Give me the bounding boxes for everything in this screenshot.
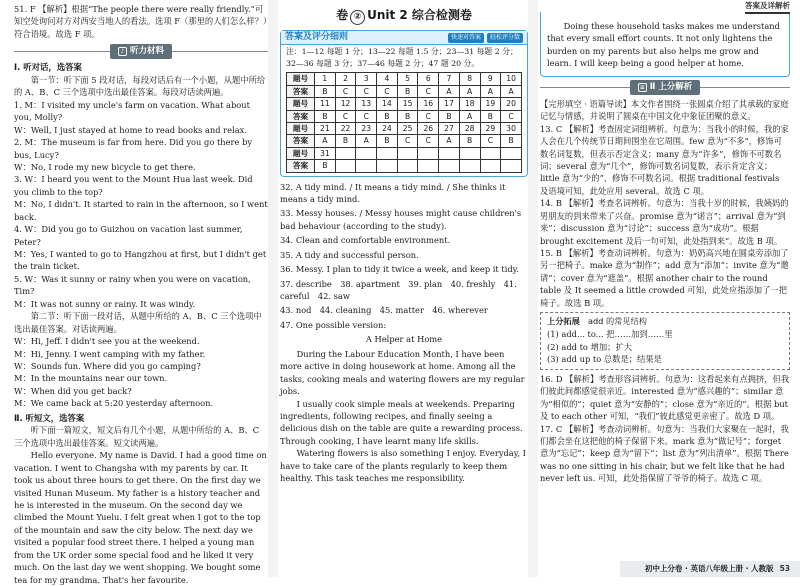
- dialogue-line: W：Hi, Jeff. I didn't see you at the weekend.: [14, 336, 200, 347]
- analysis-items-2: [540, 373, 790, 485]
- analysis-item: 17. C 【解析】考查动词辨析。句意为：当我们大家聚在一起时，我们都会坐在这把他的椅子保留下来。mark 意为“做记号”；forget 意为“忘记”；keep 意为“留下”；list 意为“列出清单”。根据 There was no one sitting in his chair, but we felt like that he had never left us. 可知，此处指保留了爷爷的椅子。故选 C 项。: [540, 423, 789, 484]
- answer-cell: B: [480, 110, 501, 122]
- question-number-cell: 10: [501, 73, 522, 85]
- question-number-cell: 16: [418, 98, 439, 110]
- question-number-row: [287, 147, 522, 159]
- extension-line: (2) add to 增加；扩大: [547, 341, 633, 352]
- answer-cell: [439, 160, 460, 172]
- answer-line: 32. A tidy mind. / It means a tidy mind. / She thinks it means a tidy mind.: [280, 181, 506, 204]
- question-number-cell: 30: [501, 122, 522, 134]
- question-number-cell: 26: [418, 122, 439, 134]
- analysis-item: 14. B 【解析】考查名词辨析。句意为：当我十岁的时候，我姨妈的男朋友的到来带来了兴奋。promise 意为“诺言”；arrival 意为“到来”；discussion 意为“讨论”；success 意为“成功”。根据 brought excitement 及后一句可知，此处指到来”。故选 B 项。: [540, 198, 789, 246]
- answer-cell: C: [480, 135, 501, 147]
- question-number-cell: [439, 147, 460, 159]
- answer-cell: A: [459, 110, 480, 122]
- row-label: 答案: [287, 110, 315, 122]
- answer-cell: [501, 160, 522, 172]
- answer-cell: A: [439, 135, 460, 147]
- analysis-items: [540, 123, 790, 310]
- passage-guide: 【完形填空 · 语篇导读】本文作者围绕一张圆桌介绍了其承载的家庭记忆与情感，并说明了圆桌在中国文化中象征团聚的意义。: [540, 98, 789, 122]
- question-number-cell: 14: [377, 98, 398, 110]
- answer-box: [280, 30, 528, 177]
- analysis-tag: ≡ Ⅱ 上分解析: [630, 80, 701, 95]
- answer-cell: C: [418, 110, 439, 122]
- answer-cell: B: [377, 110, 398, 122]
- answer-lines: [280, 181, 528, 332]
- dialogue-line: W：No, I rode my new bicycle to get there.: [14, 161, 196, 172]
- answer-cell: C: [356, 85, 377, 97]
- question-number-cell: 22: [335, 122, 356, 134]
- answer-line: 33. Messy houses. / Messy houses might cause children's bad behaviour (according to the study).: [280, 208, 522, 231]
- question-number-cell: 4: [377, 73, 398, 85]
- listening-banner: [14, 44, 268, 58]
- dialogue-line: W：Well, I just stayed at home to read books and relax.: [14, 124, 247, 135]
- question-number-cell: 29: [480, 122, 501, 134]
- row-label: 答案: [287, 135, 315, 147]
- dialogue-line: M：In the mountains near our town.: [14, 373, 168, 384]
- answer-cell: C: [418, 85, 439, 97]
- part1-intro-a: 第一节：听下面 5 段对话，每段对话后有一个小题，从题中所给的 A、B、C 三个选项中选出最佳答案。每段对话读两遍。: [14, 74, 266, 98]
- answer-table: [286, 72, 522, 172]
- row-label: 题号: [287, 98, 315, 110]
- answer-row: [287, 135, 522, 147]
- answer-cell: C: [377, 85, 398, 97]
- answer-cell: B: [315, 110, 336, 122]
- answer-cell: B: [439, 110, 460, 122]
- analysis-item: 13. C 【解析】考查固定词组辨析。句意为：当我小的时候，我的家人会在几个传统节日期间围坐在它周围。few 意为“不多”，修饰可数名词复数，但表示否定含义；many 意为“许多”，修饰不可数名词；several 意为“几个”，修饰可数名词复数，表示肯定含义；little 意为“少的”，修饰不可数名词。根据 traditional festivals 及语境可知，此处应用 several。故选 C 项。: [540, 123, 789, 196]
- question-number-cell: [418, 147, 439, 159]
- question-number-cell: [397, 147, 418, 159]
- answer-cell: [377, 160, 398, 172]
- answer-row: [287, 85, 522, 97]
- headphone-icon: ♪: [118, 47, 127, 56]
- answer-cell: C: [501, 110, 522, 122]
- middle-column: [272, 0, 532, 577]
- question-number-cell: [335, 147, 356, 159]
- page-number: 53: [779, 564, 790, 574]
- question-number-cell: 9: [480, 73, 501, 85]
- dialogue-line: W：Sounds fun. Where did you go camping?: [14, 360, 201, 371]
- question-number-row: [287, 122, 522, 134]
- question-number-cell: [480, 147, 501, 159]
- answer-51: 51. F 【解析】根据“The people there were really friendly.”可知空处询问对方对西安当地人的看法。选项 F（那里的人们怎么样？）符合语境。故选 F 项。: [14, 4, 268, 39]
- extension-heading: 上分拓展 add 的常见结构: [547, 316, 647, 327]
- analysis-item: 16. D 【解析】考查形容词辨析。句意为：这看起来有点拥挤，但我们彼此间都感觉很亲近。interested 意为“感兴趣的”；similar 意为“相似的”；quiet 意为“安静的”；close 意为“亲近的”。根据 but 及 to each other 可知，“我们”彼此感觉更亲密了。故选 D 项。: [540, 373, 790, 422]
- dialogue-line: 4. W：Did you go to Guizhou on vacation last summer, Peter?: [14, 224, 243, 247]
- question-number-row: [287, 98, 522, 110]
- answer-cell: [356, 160, 377, 172]
- question-number-cell: 3: [356, 73, 377, 85]
- unit-badge: ②: [350, 10, 365, 25]
- question-number-cell: 28: [459, 122, 480, 134]
- question-number-cell: [356, 147, 377, 159]
- answer-line: 34. Clean and comfortable environment.: [280, 235, 451, 246]
- question-number-cell: 25: [397, 122, 418, 134]
- dialogue-line: M：We came back at 5:20 yesterday afternoon.: [14, 398, 214, 409]
- question-number-cell: [459, 147, 480, 159]
- dialogue-line: M：Yes, I wanted to go to Hangzhou at first, but I didn't get the train ticket.: [14, 249, 267, 272]
- part2-title: Ⅱ. 听短文，选答案: [14, 412, 85, 423]
- answer-cell: A: [315, 135, 336, 147]
- answer-cell: C: [418, 135, 439, 147]
- answer-cell: B: [335, 135, 356, 147]
- analysis-banner: [540, 81, 790, 95]
- row-label: 题号: [287, 73, 315, 85]
- dialogues-b: [14, 335, 268, 410]
- answer-cell: [335, 160, 356, 172]
- extension-box: [540, 312, 790, 370]
- footer: [620, 561, 800, 577]
- answer-box-header: [281, 31, 527, 45]
- question-number-cell: [377, 147, 398, 159]
- answer-cell: [480, 160, 501, 172]
- dialogue-line: M：It was not sunny or rainy. It was windy.: [14, 298, 196, 309]
- answer-cell: C: [335, 110, 356, 122]
- row-label: 题号: [287, 147, 315, 159]
- question-number-cell: 6: [418, 73, 439, 85]
- essay-end: Doing these household tasks makes me understand that every small effort counts. It not only lightens the burden on my parents but also helps me grow and learn. I will keep being a good helper at home.: [547, 21, 780, 69]
- question-number-cell: 11: [315, 98, 336, 110]
- answer-line: 35. A tidy and successful person.: [280, 249, 419, 260]
- footer-book: 初中上分卷 · 英语八年级上册 · 人教版: [644, 564, 774, 574]
- answer-cell: B: [315, 160, 336, 172]
- dialogue-line: 2. M：The museum is far from here. Did you go there by bus, Lucy?: [14, 137, 253, 160]
- page-header: 答案及详解析: [745, 0, 790, 14]
- answer-cell: [418, 160, 439, 172]
- answer-line: 43. nod 44. cleaning 45. matter 46. wherever: [280, 305, 488, 316]
- answer-cell: A: [459, 85, 480, 97]
- answer-cell: A: [501, 85, 522, 97]
- score-note: 注：1—12 每题 1 分；13—22 每题 1.5 分；23—31 每题 2 分；32—36 每题 3 分；37—46 每题 2 分；47 题 20 分。: [286, 47, 518, 68]
- question-number-cell: 19: [480, 98, 501, 110]
- question-number-cell: 8: [459, 73, 480, 85]
- book-icon: ≡: [639, 84, 645, 92]
- dialogue-line: W：When did you get back?: [14, 385, 132, 396]
- dialogues-a: [14, 99, 268, 310]
- left-column: [0, 0, 272, 585]
- essay-title: A Helper at Home: [365, 334, 443, 345]
- answer-line: 37. describe 38. apartment 39. plan 40. freshly 41. careful 42. saw: [280, 278, 517, 301]
- listening-passage: Hello everyone. My name is David. I had a good time on vacation. I went to Changsha with my parents by car. It took us about three hours to get there. On the first day we visited Hunan Museum. My father is a history teacher and he is interested in the museum. On the second day we climbed the Mount Yuelu. I felt great when I got to the top of the mountain and saw the city below. The next day we visited a popular food street there. I helped a young man from the UK order some special food and he liked it very much. On the last day we went shopping. We bought some tea for my grandma. That's her favourite.: [14, 450, 267, 585]
- chip-quick-check: 快速对答案: [448, 33, 484, 43]
- dialogue-line: 3. W：I heard you went to the Mount Hua last week. Did you climb to the top?: [14, 174, 253, 197]
- answer-cell: B: [377, 135, 398, 147]
- answer-cell: B: [397, 110, 418, 122]
- answer-line: 47. One possible version:: [280, 319, 387, 330]
- question-number-cell: 5: [397, 73, 418, 85]
- question-number-cell: [501, 147, 522, 159]
- question-number-cell: 2: [335, 73, 356, 85]
- essay-paragraph: Watering flowers is also something I enjoy. Everyday, I have to take care of the plants regularly to keep them healthy. This task teaches me responsibility.: [280, 448, 526, 484]
- answer-row: [287, 110, 522, 122]
- dialogue-line: M：Hi, Jenny. I went camping with my father.: [14, 348, 206, 359]
- answer-cell: C: [356, 110, 377, 122]
- chip-easy-score: 轻松评分数: [487, 33, 523, 43]
- question-number-cell: 20: [501, 98, 522, 110]
- answer-cell: B: [501, 135, 522, 147]
- answer-cell: A: [356, 135, 377, 147]
- question-number-cell: 27: [439, 122, 460, 134]
- question-number-cell: 31: [315, 147, 336, 159]
- answer-cell: B: [315, 85, 336, 97]
- question-number-cell: 18: [459, 98, 480, 110]
- part1-intro-b: 第二节：听下面一段对话，从题中所给的 A、B、C 三个选项中选出最佳答案。对话读两遍。: [14, 311, 262, 334]
- question-number-row: [287, 73, 522, 85]
- question-number-cell: 24: [377, 122, 398, 134]
- answer-cell: C: [335, 85, 356, 97]
- essay-body: [280, 348, 528, 485]
- question-number-cell: 7: [439, 73, 460, 85]
- essay-paragraph: During the Labour Education Month, I have been more active in doing housework at home. Among all the tasks, cooking meals and watering flowers are my regular jobs.: [280, 348, 525, 397]
- essay-continued-box: [540, 12, 790, 77]
- essay-paragraph: I usually cook simple meals at weekends. Preparing ingredients, following recipes, and finally seeing a delicious dish on the table are quite a rewarding process. Through cooking, I have learnt many life skills.: [280, 398, 523, 446]
- answer-box-title: 答案及评分细则: [285, 31, 349, 42]
- part2-intro: 听下面一篇短文，短文后有几个小题，从题中所给的 A、B、C 三个选项中选出最佳答案。短文读两遍。: [14, 425, 260, 448]
- question-number-cell: 23: [356, 122, 377, 134]
- right-column: [532, 0, 800, 577]
- answer-cell: [397, 160, 418, 172]
- question-number-cell: 1: [315, 73, 336, 85]
- extension-line: (1) add... to... 把……加到……里: [547, 329, 673, 340]
- row-label: 答案: [287, 85, 315, 97]
- answer-cell: B: [397, 85, 418, 97]
- answer-cell: A: [480, 85, 501, 97]
- unit-title: 卷 ② Unit 2 综合检测卷: [280, 6, 528, 25]
- question-number-cell: 13: [356, 98, 377, 110]
- answer-row: [287, 160, 522, 172]
- dialogue-line: 1. M：I visited my uncle's farm on vacation. What about you, Molly?: [14, 99, 250, 123]
- answer-cell: B: [459, 135, 480, 147]
- listening-tag: ♪ 听力材料: [110, 44, 172, 59]
- answer-cell: A: [439, 85, 460, 97]
- question-number-cell: 15: [397, 98, 418, 110]
- row-label: 答案: [287, 160, 315, 172]
- dialogue-line: 5. W：Was it sunny or rainy when you were on vacation, Tim?: [14, 273, 251, 297]
- part1-title: Ⅰ. 听对话，选答案: [14, 62, 82, 73]
- question-number-cell: 12: [335, 98, 356, 110]
- answer-cell: [459, 160, 480, 172]
- analysis-item: 15. B 【解析】考查动词辨析。句意为：奶奶高兴地在圆桌旁添加了另一把椅子。make 意为“制作”；add 意为“添加”；invite 意为“邀请”；cover 意为“遮盖”。根据 another chair to the round table 及 It seemed a little crowded 可知，此处应指添加了一把椅子。故选 B 项。: [540, 248, 789, 308]
- answer-cell: C: [397, 135, 418, 147]
- question-number-cell: 21: [315, 122, 336, 134]
- dialogue-line: M：No, I didn't. It started to rain in the afternoon, so I went back.: [14, 199, 268, 222]
- answer-line: 36. Messy. I plan to tidy it twice a week, and keep it tidy.: [280, 264, 519, 275]
- row-label: 题号: [287, 122, 315, 134]
- question-number-cell: 17: [439, 98, 460, 110]
- extension-line: (3) add up to 总数是；结果是: [547, 354, 662, 365]
- extension-lines: [547, 328, 783, 365]
